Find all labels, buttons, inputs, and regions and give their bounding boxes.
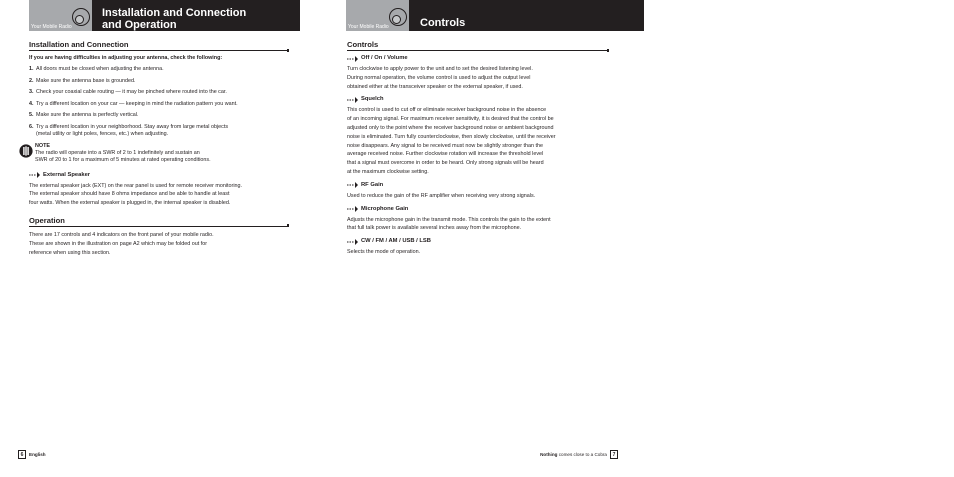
step-text-line: (metal utility or light poles, fences, etc.) when adjusting. [36, 130, 169, 137]
step-text-line: Try a different location in your neighborhood. Stay away from large metal objects [36, 123, 229, 130]
text-line: noise is eliminated. Turn fully counterclockwise, then slowly clockwise, until the receiver [347, 133, 556, 140]
brand-box [29, 0, 92, 31]
text-line: adjusted only to the point where the receiver background noise or ambient background [347, 124, 554, 131]
text-line: Selects the mode of operation. [347, 249, 421, 256]
arrow-bullet-icon [347, 56, 359, 62]
text-line: reference when using this section. [29, 249, 111, 256]
note-text [35, 150, 289, 164]
step-number: 6. [29, 123, 34, 130]
page-title-line-2: and Operation [102, 19, 177, 31]
step-text: Try a different location on your car — keeping in mind the radiation pattern you want. [36, 100, 238, 107]
step-text: Check your coaxial cable routing — it may be pinched where routed into the car. [36, 89, 227, 96]
subheading-volume [347, 55, 609, 62]
arrow-bullet-icon [347, 182, 359, 188]
text-line: at the maximum clockwise setting. [347, 168, 429, 175]
left-content [29, 40, 289, 262]
external-speaker-text [29, 182, 289, 208]
arrow-bullet-icon [347, 239, 359, 245]
subheading-label: RF Gain [361, 181, 384, 188]
text-line: The external speaker jack (EXT) on the rear panel is used for remote receiver monitoring. [29, 182, 243, 189]
page-header [346, 0, 644, 31]
step-text: All doors must be closed when adjusting the antenna. [36, 66, 164, 72]
list-item [29, 66, 289, 73]
list-item [29, 89, 289, 96]
right-content [347, 40, 609, 262]
microphone-gain-text [347, 216, 609, 234]
brand-label: Your Mobile Radio [31, 24, 72, 30]
arrow-bullet-icon [29, 172, 41, 178]
text-line: that full talk power is available several inches away from the microphone. [347, 225, 522, 232]
arrow-bullet-icon [347, 206, 359, 212]
brand-inner-circle-icon [75, 15, 84, 24]
list-item [29, 78, 289, 85]
step-number: 5. [29, 112, 34, 119]
subheading-label: Off / On / Volume [361, 55, 408, 61]
footer-tagline [540, 452, 607, 457]
mode-text [347, 248, 609, 257]
text-line: During normal operation, the volume control is used to adjust the output level [347, 74, 531, 81]
note-line: SWR of 20 to 1 for a maximum of 5 minutes at rated operating conditions. [35, 156, 211, 163]
subheading-microphone-gain [347, 206, 609, 213]
left-page [0, 0, 330, 477]
step-number: 2. [29, 77, 34, 84]
step-text [36, 124, 289, 138]
brand-box [346, 0, 409, 31]
operation-text [29, 231, 289, 257]
text-line: There are 17 controls and 4 indicators on the front panel of your mobile radio. [29, 231, 214, 238]
page-title-line-1: Installation and Connection [102, 7, 247, 19]
page-number: 7 [610, 450, 618, 459]
page-footer [18, 450, 46, 459]
text-line: that a signal must overcome in order to be heard. Only strong signals will be heard [347, 160, 544, 167]
step-text: Make sure the antenna is perfectly vertical. [36, 112, 139, 119]
subheading-label: Microphone Gain [361, 205, 409, 212]
subheading-mode [347, 238, 609, 245]
subheading-label: CW / FM / AM / USB / LSB [361, 238, 431, 245]
page-title [102, 7, 246, 31]
installation-intro: If you are having difficulties in adjusting your antenna, check the following: [29, 55, 223, 61]
page-title: Controls [420, 17, 466, 29]
note-icon [19, 144, 33, 158]
subheading-label: Squelch [361, 96, 384, 103]
text-line: of an incoming signal. For maximum receiver sensitivity, it is desired that the control be [347, 116, 554, 123]
page-footer [540, 450, 618, 459]
text-line: Used to reduce the gain of the RF amplifier when receiving very strong signals. [347, 192, 536, 199]
subheading-rf-gain [347, 182, 609, 189]
footer-tagline-rest: comes close to a Cobra [558, 452, 607, 457]
text-line: The external speaker should have 8 ohms impedance and be able to handle at least [29, 191, 230, 198]
brand-label: Your Mobile Radio [348, 24, 389, 30]
brand-inner-circle-icon [392, 15, 401, 24]
footer-language: English [29, 452, 46, 457]
text-line: four watts. When the external speaker is plugged in, the internal speaker is disabled. [29, 200, 231, 207]
note-line: The radio will operate into a SWR of 2 to 1 indefinitely and sustain an [35, 149, 200, 156]
list-item [29, 124, 289, 138]
page-number: 6 [18, 450, 26, 459]
step-text: Make sure the antenna base is grounded. [36, 77, 136, 84]
squelch-text [347, 106, 609, 176]
section-heading-operation: Operation [29, 216, 289, 227]
subheading-squelch [347, 96, 609, 103]
step-number: 4. [29, 100, 34, 107]
step-number: 1. [29, 66, 34, 72]
list-item [29, 101, 289, 108]
text-line: Adjusts the microphone gain in the transmit mode. This controls the gain to the extent [347, 216, 551, 223]
text-line: noise disappears. Any signal to be received must now be slightly stronger than the [347, 142, 543, 149]
list-item [29, 112, 289, 119]
text-line: Turn clockwise to apply power to the unit and to set the desired listening level. [347, 66, 533, 72]
right-page [330, 0, 644, 477]
text-line: These are shown in the illustration on page A2 which may be folded out for [29, 240, 207, 247]
section-heading-installation: Installation and Connection [29, 40, 289, 51]
text-line: average received noise. Further clockwise rotation will increase the threshold level [347, 151, 544, 158]
text-line: This control is used to cut off or eliminate receiver background noise in the absence [347, 107, 547, 114]
note-box [29, 143, 289, 164]
page-header [29, 0, 300, 31]
subheading-external-speaker [29, 172, 289, 179]
rf-gain-text [347, 192, 609, 201]
subheading-label: External Speaker [43, 171, 91, 178]
section-heading-controls: Controls [347, 40, 609, 51]
volume-text [347, 65, 609, 91]
note-label: NOTE [35, 142, 50, 149]
footer-tagline-bold: Nothing [540, 452, 558, 457]
arrow-bullet-icon [347, 97, 359, 103]
step-number: 3. [29, 89, 34, 96]
note-body [35, 143, 289, 164]
text-line: obtained either at the transceiver speaker or the external speaker, if used. [347, 83, 523, 90]
